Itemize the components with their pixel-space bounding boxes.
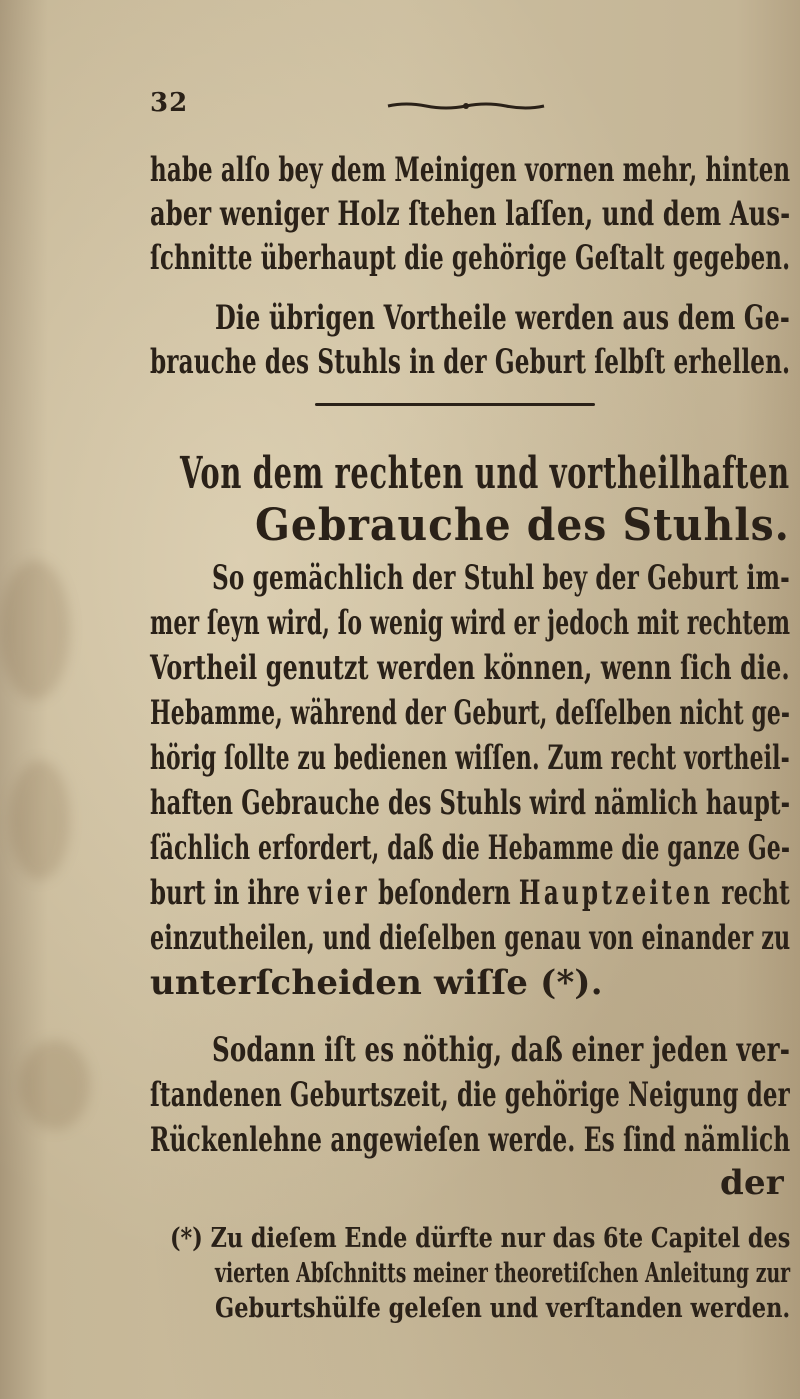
text-line: Sodann iſt es nöthig, daß einer jeden ver-	[212, 1030, 791, 1070]
text-line: So gemächlich der Stuhl bey der Geburt im-	[212, 558, 790, 598]
text-line	[150, 873, 790, 913]
text-line: unterſcheiden wiſſe (*).	[150, 963, 603, 1003]
text-line: Hebamme, während der Geburt, deſſelben nicht ge-	[150, 693, 791, 733]
paper-stain	[10, 760, 70, 880]
section-rule	[315, 403, 595, 406]
text-line: habe alſo bey dem Meinigen vornen mehr, hinten	[150, 150, 791, 190]
paper-stain	[20, 1040, 90, 1130]
emphasized-word: vier	[308, 873, 371, 913]
text-line: brauche des Stuhls in der Geburt ſelbſt erhellen.	[150, 342, 791, 382]
catchword: der	[720, 1163, 784, 1203]
text-line: Die übrigen Vortheile werden aus dem Ge-	[215, 298, 790, 338]
text-line: hörig ſollte zu bedienen wiſſen. Zum recht vortheil-	[150, 738, 790, 778]
footnote-line: vierten Abſchnitts meiner theoretiſchen Anleitung zur	[215, 1258, 791, 1289]
paper-stain	[0, 560, 70, 700]
text-line: haften Gebrauche des Stuhls wird nämlich haupt-	[150, 783, 791, 823]
footnote-line: (*) Zu dieſem Ende dürfte nur das 6te Capitel des	[170, 1223, 791, 1254]
emphasized-word: Hauptzeiten	[518, 873, 714, 913]
text-segment: beſondern	[378, 873, 511, 913]
text-line: Vortheil genutzt werden können, wenn ſich die.	[150, 648, 790, 688]
section-heading-line-2: Gebrauche des Stuhls.	[255, 500, 790, 551]
header-ornament	[386, 100, 546, 112]
section-heading-line-1: Von dem rechten und vortheilhaften	[180, 448, 790, 499]
text-line: Rückenlehne angewieſen werde. Es ſind nämlich	[150, 1120, 791, 1160]
footnote-line: Geburtshülfe geleſen und verſtanden werden.	[215, 1293, 791, 1324]
text-segment: burt in ihre	[150, 873, 300, 913]
text-line: ſächlich erfordert, daß die Hebamme die ganze Ge-	[150, 828, 791, 868]
text-segment: recht	[721, 873, 790, 913]
text-line: mer ſeyn wird, ſo wenig wird er jedoch mit rechtem	[150, 603, 791, 643]
text-line: ſchnitte überhaupt die gehörige Geſtalt gegeben.	[150, 238, 791, 278]
text-line: aber weniger Holz ſtehen laſſen, und dem Aus-	[150, 194, 791, 234]
text-line: ſtandenen Geburtszeit, die gehörige Neigung der	[150, 1075, 790, 1115]
page-number: 32	[150, 88, 189, 118]
text-line: einzutheilen, und dieſelben genau von einander zu	[150, 918, 791, 958]
